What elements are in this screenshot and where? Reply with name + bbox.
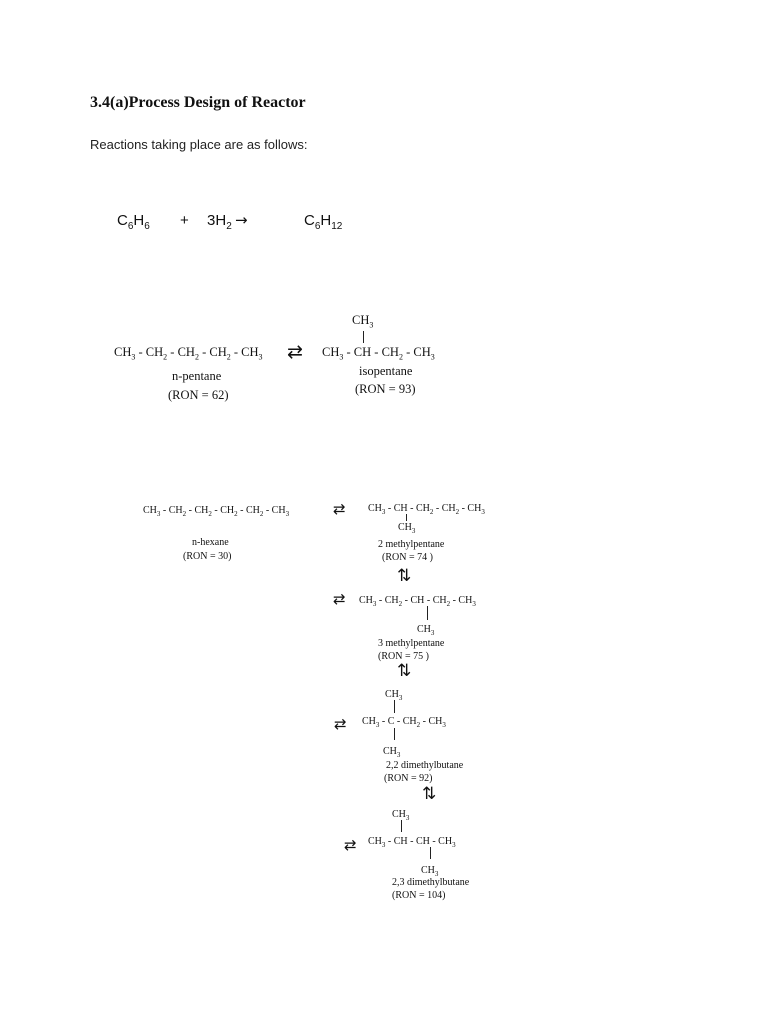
n-hexane-formula: $CH_3 - CH_2 - CH_2 - CH_2 - CH_2 - CH_3$ [143, 505, 290, 518]
2-2-dimethylbutane-bottom-branch: $CH_3$ [383, 746, 401, 759]
2-3-dimethylbutane-top-branch: $CH_3$ [392, 809, 410, 822]
section-heading: 3.4(a)Process Design of Reactor [90, 94, 306, 111]
3-methylpentane-formula: $CH_3 - CH_2$ - CH - $CH_2 - CH_3$ [359, 595, 476, 608]
hydrogen-formula: $3H_2$ [207, 212, 232, 232]
bond-line [430, 847, 431, 859]
2-2-dimethylbutane-top-branch: $CH_3$ [385, 689, 403, 702]
equilibrium-arrow: ⇄ [344, 836, 357, 854]
reaction-arrow: → [235, 211, 248, 229]
n-hexane-ron: (RON = 30) [183, 551, 232, 562]
equilibrium-arrow: ⇄ [333, 590, 346, 608]
2-2-dimethylbutane-formula: $CH_3$ - C - $CH_2 - CH_3$ [362, 716, 446, 729]
n-pentane-ron: (RON = 62) [168, 388, 229, 402]
bond-line [406, 514, 407, 521]
2-3-dimethylbutane-name: 2,3 dimethylbutane [392, 877, 470, 888]
isopentane-branch: $CH_3$ [352, 313, 374, 330]
2-methylpentane-formula: $CH_3$ - CH - $CH_2 - CH_2 - CH_3$ [368, 503, 485, 516]
n-hexane-name: n-hexane [192, 537, 229, 548]
bond-line [394, 728, 395, 740]
equilibrium-arrow: ⇄ [334, 715, 347, 733]
isopentane-ron: (RON = 93) [355, 382, 416, 396]
bond-line [394, 700, 395, 713]
vertical-equilibrium-arrow: ⇅ [422, 784, 437, 804]
3-methylpentane-branch: $CH_3$ [417, 624, 435, 637]
n-pentane-name: n-pentane [172, 369, 222, 383]
bond-line [427, 606, 428, 620]
2-methylpentane-name: 2 methylpentane [378, 539, 445, 550]
equilibrium-arrow: ⇄ [287, 341, 303, 363]
3-methylpentane-name: 3 methylpentane [378, 638, 445, 649]
3-methylpentane-ron: (RON = 75 ) [378, 651, 429, 662]
2-3-dimethylbutane-formula: $CH_3$ - CH - CH - $CH_3$ [368, 836, 456, 849]
2-2-dimethylbutane-ron: (RON = 92) [384, 773, 433, 784]
2-methylpentane-ron: (RON = 74 ) [382, 552, 433, 563]
vertical-equilibrium-arrow: ⇅ [397, 566, 412, 586]
isopentane-name: isopentane [359, 364, 413, 378]
bond-line [401, 820, 402, 832]
isopentane-formula: $CH_3$ - CH - $CH_2 - CH_3$ [322, 345, 435, 362]
2-3-dimethylbutane-ron: (RON = 104) [392, 890, 446, 901]
2-methylpentane-branch: $CH_3$ [398, 522, 416, 535]
benzene-formula: $C_6H_6$ [117, 212, 150, 232]
bond-line [363, 331, 364, 343]
cyclohexane-formula: $C_6H_{12}$ [304, 212, 343, 232]
plus-sign: + [180, 212, 189, 229]
2-2-dimethylbutane-name: 2,2 dimethylbutane [386, 760, 464, 771]
n-pentane-formula: $CH_3 - CH_2 - CH_2 - CH_2 - CH_3$ [114, 345, 263, 362]
intro-text: Reactions taking place are as follows: [90, 137, 308, 152]
2-3-dimethylbutane-bottom-branch: $CH_3$ [421, 865, 439, 878]
equilibrium-arrow: ⇄ [333, 500, 346, 518]
vertical-equilibrium-arrow: ⇅ [397, 661, 412, 681]
